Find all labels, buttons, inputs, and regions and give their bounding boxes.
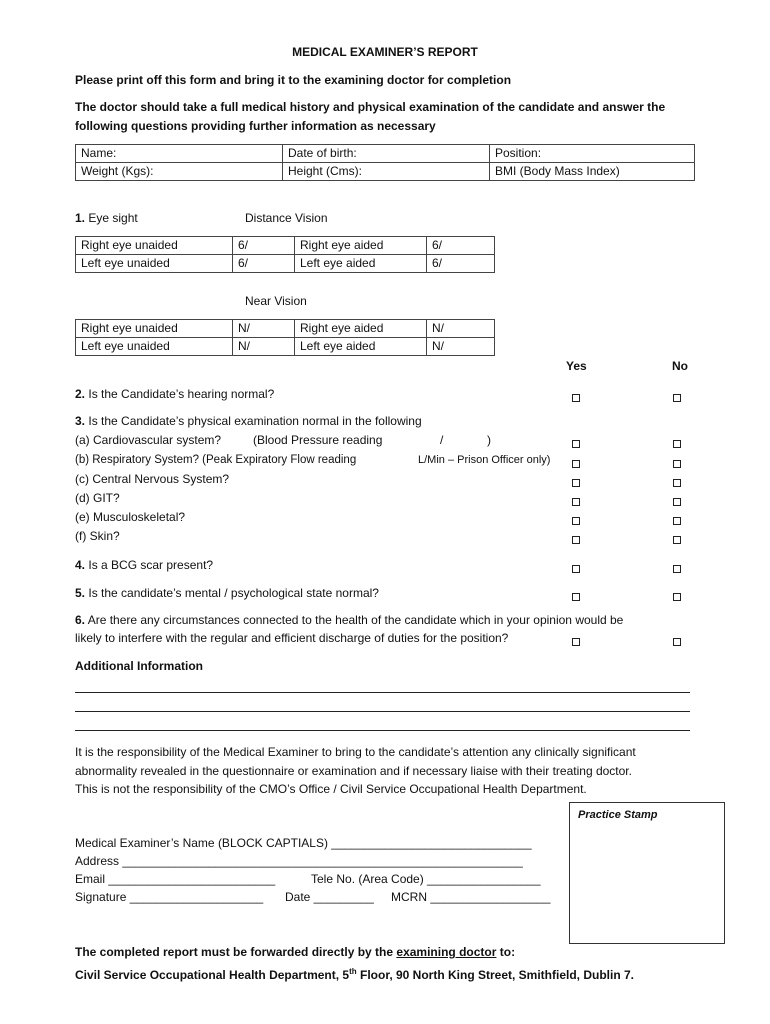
q3d-yes-checkbox[interactable] [572,495,580,509]
q2-yes-checkbox[interactable] [572,391,580,405]
right-eye-unaided-label: Right eye unaided [76,237,233,255]
q3e-yes-checkbox[interactable] [572,514,580,528]
near-left-eye-aided-label: Left eye aided [295,338,427,356]
q3a-yes-checkbox[interactable] [572,437,580,451]
additional-info-line-3[interactable] [75,730,690,731]
q3e-label: (e) Musculoskeletal? [75,510,186,524]
additional-info-heading: Additional Information [75,659,203,673]
q3a-label: (a) Cardiovascular system? [75,433,222,447]
distance-vision-table [75,236,495,273]
q6-yes-checkbox[interactable] [572,635,580,649]
candidate-details-table [75,144,695,181]
signature-field[interactable]: Signature ____________________ [75,890,264,904]
weight-field[interactable]: Weight (Kgs): [76,163,283,181]
examining-doctor-text: examining doctor [396,945,497,959]
footer-line-1: The completed report must be forwarded directly by the examining doctor to: [75,945,516,959]
question-2: 2. Is the Candidate’s hearing normal? [75,387,275,401]
examiner-name-field[interactable]: Medical Examiner’s Name (BLOCK CAPTIALS) ______________________________ [75,836,532,850]
q3e-no-checkbox[interactable] [673,514,681,528]
additional-info-line-2[interactable] [75,711,690,712]
near-right-eye-unaided-label: Right eye unaided [76,320,233,338]
position-field[interactable]: Position: [490,145,695,163]
near-right-eye-unaided-value[interactable]: N/ [233,320,295,338]
footer-address: Civil Service Occupational Health Department, 5th Floor, 90 North King Street, Smithfield, Dublin 7. [75,967,635,982]
practice-stamp-label: Practice Stamp [578,809,658,821]
left-eye-unaided-label: Left eye unaided [76,255,233,273]
q3b-unit: L/Min – Prison Officer only) [418,454,551,466]
right-eye-aided-value[interactable]: 6/ [427,237,495,255]
near-vision-heading: Near Vision [245,294,307,308]
responsibility-line-3: This is not the responsibility of the CMO’s Office / Civil Service Occupational Health Department. [75,782,587,796]
q4-no-checkbox[interactable] [673,562,681,576]
q3c-no-checkbox[interactable] [673,476,681,490]
mcrn-field[interactable]: MCRN __________________ [391,890,551,904]
q3f-no-checkbox[interactable] [673,533,681,547]
question-5: 5. Is the candidate’s mental / psychological state normal? [75,586,379,600]
left-eye-unaided-value[interactable]: 6/ [233,255,295,273]
responsibility-line-2: abnormality revealed in the questionnaire or examination and if necessary liaise with their treating doctor. [75,764,632,778]
no-column-header: No [672,359,688,373]
q3c-label: (c) Central Nervous System? [75,472,230,486]
bmi-field[interactable]: BMI (Body Mass Index) [490,163,695,181]
eyesight-heading: 1. Eye sight [75,211,138,225]
q3a-bp-slash: / [440,433,444,447]
q3d-label: (d) GIT? [75,491,120,505]
q3b-yes-checkbox[interactable] [572,457,580,471]
q2-no-checkbox[interactable] [673,391,681,405]
q5-yes-checkbox[interactable] [572,590,580,604]
yes-column-header: Yes [566,359,587,373]
near-left-eye-unaided-label: Left eye unaided [76,338,233,356]
intro-line-a: The doctor should take a full medical history and physical examination of the candidate and answer the [75,100,666,114]
q3f-label: (f) Skin? [75,529,120,543]
near-left-eye-aided-value[interactable]: N/ [427,338,495,356]
q3a-bp-close: ) [487,433,491,447]
left-eye-aided-value[interactable]: 6/ [427,255,495,273]
responsibility-line-1: It is the responsibility of the Medical Examiner to bring to the candidate’s attention any clinically significant [75,745,636,759]
near-vision-table [75,319,495,356]
question-3: 3. Is the Candidate’s physical examination normal in the following [75,414,422,428]
intro-instruction: Please print off this form and bring it to the examining doctor for completion [75,73,512,87]
q4-yes-checkbox[interactable] [572,562,580,576]
dob-field[interactable]: Date of birth: [283,145,490,163]
q3b-label: (b) Respiratory System? (Peak Expiratory Flow reading [75,454,357,466]
name-field[interactable]: Name: [76,145,283,163]
intro-line-b: following questions providing further information as necessary [75,119,436,133]
right-eye-aided-label: Right eye aided [295,237,427,255]
near-left-eye-unaided-value[interactable]: N/ [233,338,295,356]
email-field[interactable]: Email _________________________ [75,872,276,886]
practice-stamp-box [569,802,725,944]
q3a-bp-label: (Blood Pressure reading [253,433,383,447]
height-field[interactable]: Height (Cms): [283,163,490,181]
q3b-no-checkbox[interactable] [673,457,681,471]
q3f-yes-checkbox[interactable] [572,533,580,547]
near-right-eye-aided-value[interactable]: N/ [427,320,495,338]
tele-field[interactable]: Tele No. (Area Code) _________________ [311,872,541,886]
question-4: 4. Is a BCG scar present? [75,558,214,572]
left-eye-aided-label: Left eye aided [295,255,427,273]
q3a-no-checkbox[interactable] [673,437,681,451]
q3c-yes-checkbox[interactable] [572,476,580,490]
right-eye-unaided-value[interactable]: 6/ [233,237,295,255]
additional-info-line-1[interactable] [75,692,690,693]
question-6-line2: likely to interfere with the regular and efficient discharge of duties for the position? [75,631,509,645]
q5-no-checkbox[interactable] [673,590,681,604]
address-field[interactable]: Address ____________________________________________________________ [75,854,523,868]
q6-no-checkbox[interactable] [673,635,681,649]
date-field[interactable]: Date _________ [285,890,374,904]
distance-vision-heading: Distance Vision [245,211,328,225]
near-right-eye-aided-label: Right eye aided [295,320,427,338]
page-title: MEDICAL EXAMINER’S REPORT [292,45,478,59]
q3d-no-checkbox[interactable] [673,495,681,509]
question-6: 6. Are there any circumstances connected to the health of the candidate which in your opinion would be [75,613,624,627]
